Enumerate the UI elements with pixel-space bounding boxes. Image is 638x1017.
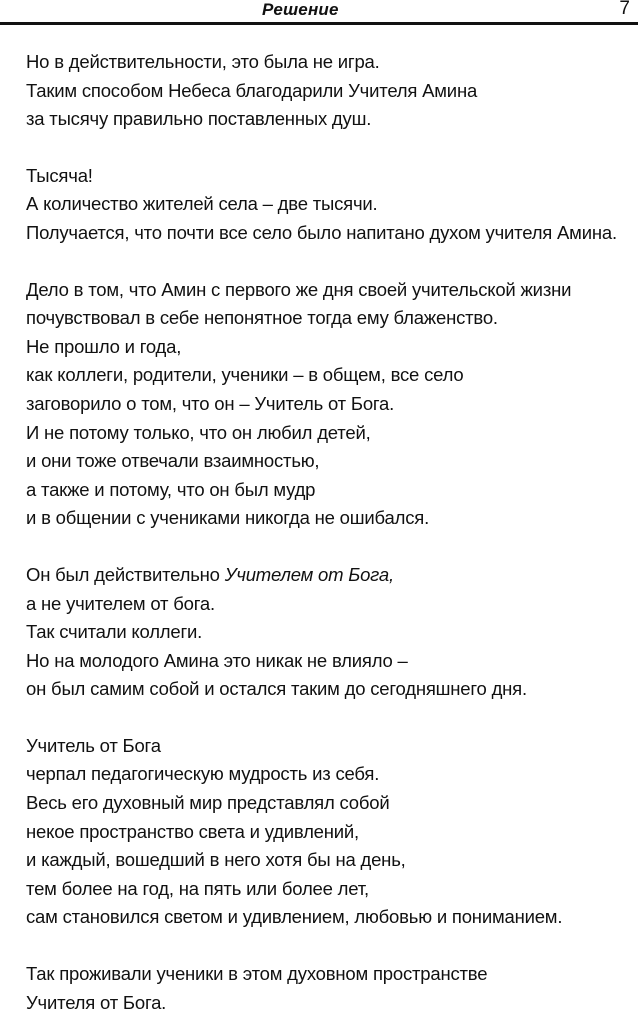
text-line: Учитель от Бога: [26, 734, 161, 756]
text-line: Так проживали ученики в этом духовном пространстве: [26, 963, 488, 985]
text-line: Тысяча!: [26, 164, 93, 186]
text-line: Так считали коллеги.: [26, 621, 203, 643]
text-line: Но на молодого Амина это никак не влияло –: [26, 649, 408, 671]
text-line: и они тоже отвечали взаимностью,: [26, 450, 320, 472]
page-body: [26, 48, 626, 1017]
text-line: Но в действительности, это была не игра.: [26, 51, 380, 72]
stanza-2: [26, 162, 626, 248]
stanza-3: [26, 276, 626, 533]
stanza-5: [26, 732, 626, 932]
text-line: Таким способом Небеса благодарили Учителя Амина: [26, 79, 478, 101]
text-line-start: Он был действительно: [26, 563, 225, 585]
emphasized-phrase: Учителем от Бога,: [224, 563, 394, 585]
text-line: Получается, что почти все село было напитано духом учителя Амина.: [26, 221, 617, 243]
text-line: черпал педагогическую мудрость из себя.: [26, 763, 380, 785]
text-line: он был самим собой и остался таким до сегодняшнего дня.: [26, 678, 527, 700]
text-line: и каждый, вошедший в него хотя бы на день,: [26, 849, 406, 871]
text-line: сам становился светом и удивлением, любовью и пониманием.: [26, 906, 563, 928]
text-line: как коллеги, родители, ученики – в общем, все село: [26, 364, 464, 386]
stanza-4: [26, 561, 626, 704]
text-line: а не учителем от бога.: [26, 592, 215, 614]
page-header: [0, 0, 638, 30]
text-line: за тысячу правильно поставленных душ.: [26, 108, 372, 130]
text-line: а также и потому, что он был мудр: [26, 478, 316, 500]
text-line: Весь его духовный мир представлял собой: [26, 792, 390, 814]
text-line: почувствовал в себе непонятное тогда ему блаженство.: [26, 307, 498, 329]
page-number: 7: [619, 0, 630, 19]
header-rule: [0, 22, 638, 25]
stanza-1: [26, 48, 626, 134]
text-line: заговорило о том, что он – Учитель от Бога.: [26, 392, 395, 414]
text-line: и в общении с учениками никогда не ошибался.: [26, 507, 430, 529]
text-line: И не потому только, что он любил детей,: [26, 421, 371, 443]
text-line: Учителя от Бога.: [26, 991, 167, 1013]
text-line: А количество жителей села – две тысячи.: [26, 193, 378, 215]
text-line: Дело в том, что Амин с первого же дня своей учительской жизни: [26, 278, 572, 300]
text-line: Не прошло и года,: [26, 335, 182, 357]
running-title: Решение: [262, 0, 339, 19]
text-line: некое пространство света и удивлений,: [26, 820, 359, 842]
stanza-6: [26, 960, 626, 1017]
text-line: [26, 561, 626, 590]
text-line: тем более на год, на пять или более лет,: [26, 877, 369, 899]
